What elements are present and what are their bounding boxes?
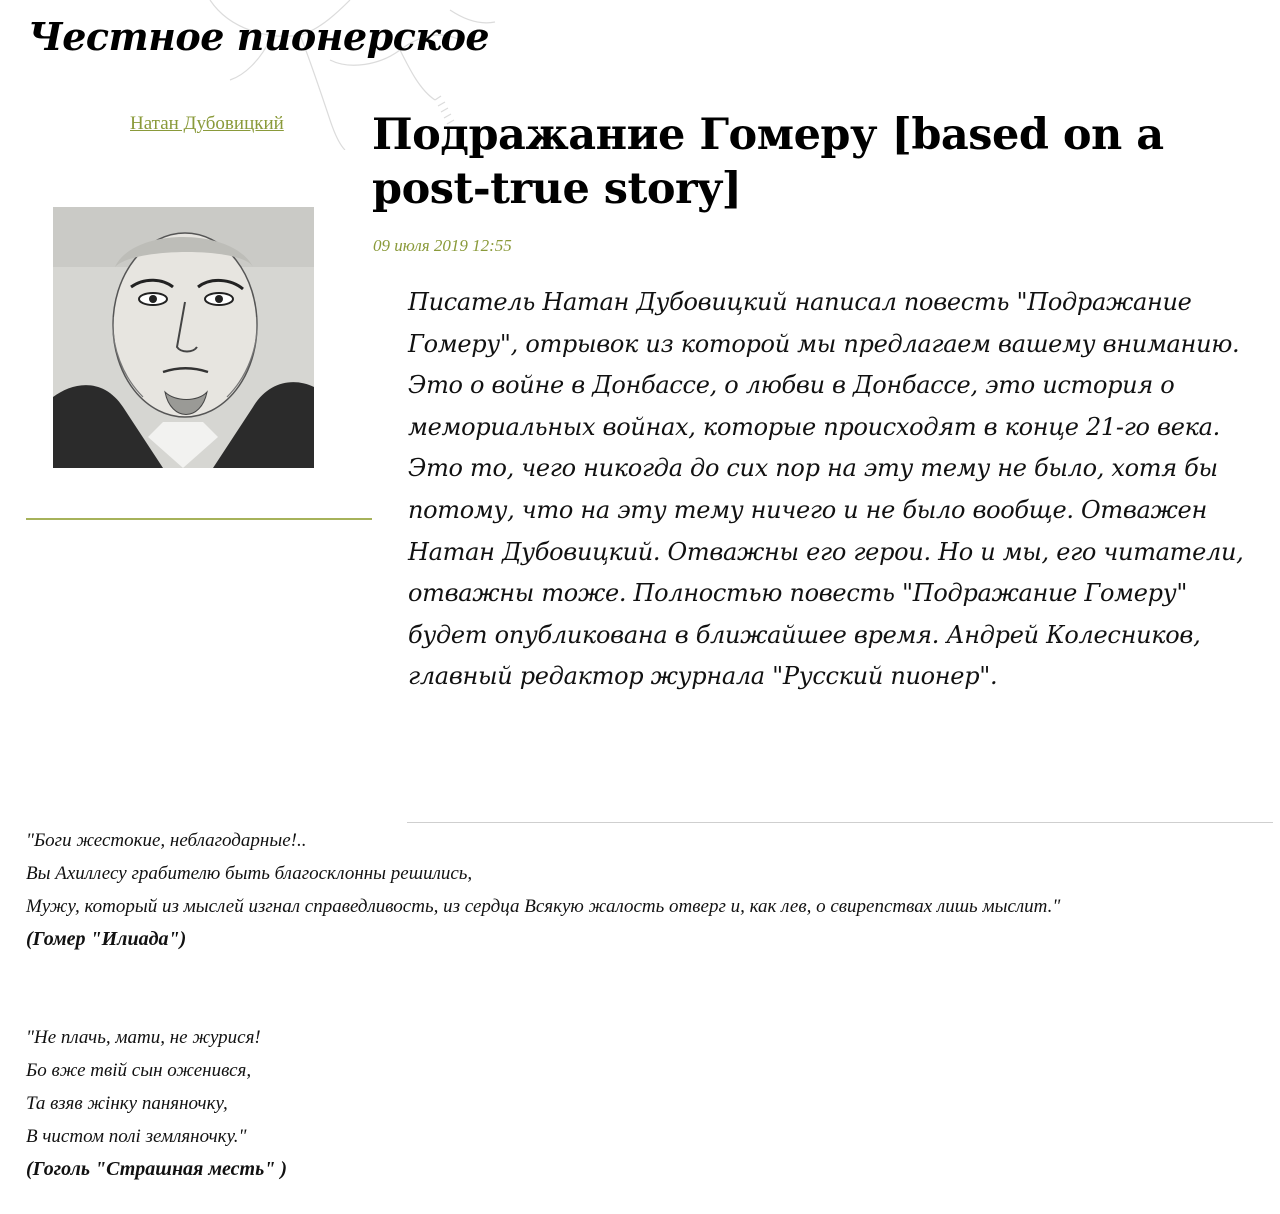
epigraph-line: "Боги жестокие, неблагодарные!.. <box>26 830 307 851</box>
epigraph-attribution: (Гомер "Илиада") <box>26 928 187 950</box>
epigraph-attribution: (Гоголь "Страшная месть" ) <box>26 1158 287 1180</box>
epigraph-homer <box>26 824 1256 956</box>
epigraph-line: В чистом полі земляночку." <box>26 1126 247 1147</box>
portrait-drawing <box>53 207 314 468</box>
article-date: 09 июля 2019 12:55 <box>373 236 512 255</box>
article-title: Подражание Гомеру [based on a post-true story] <box>372 110 1164 214</box>
epigraph-line: Мужу, который из мыслей изгнал справедливость, из сердца Всякую жалость отверг и, как лев, о свирепствах лишь мыслит." <box>26 896 1061 917</box>
lead-divider <box>407 822 1273 823</box>
section-title[interactable]: Честное пионерское <box>28 14 490 59</box>
author-link[interactable]: Натан Дубовицкий <box>130 113 284 134</box>
epigraph-line: Та взяв жінку паняночку, <box>26 1093 228 1114</box>
author-portrait-icon[interactable] <box>53 207 314 468</box>
epigraph-line: "Не плачь, мати, не журися! <box>26 1027 261 1048</box>
epigraph-gogol <box>26 1021 1256 1186</box>
sidebar-divider <box>26 518 372 520</box>
article-lead: Писатель Натан Дубовицкий написал повесть "Подражание Гомеру", отрывок из которой мы предлагаем вашему вниманию. Это о войне в Донбассе, о любви в Донбассе, это история о мемориальных войнах, которые происходят в конце 21-го века. Это то, чего никогда до сих пор на эту тему не было, хотя бы потому, что на эту тему ничего и не было вообще. Отважен Натан Дубовицкий. Отважны его герои. Но и мы, его читатели, отважны тоже. Полностью повесть "Подражание Гомеру" будет опубликована в ближайшее время. Андрей Колесников, главный редактор журнала "Русский пионер". <box>408 288 1244 691</box>
epigraph-line: Вы Ахиллесу грабителю быть благосклонны решились, <box>26 863 473 884</box>
epigraph-line: Бо вже твій сын оженився, <box>26 1060 252 1081</box>
